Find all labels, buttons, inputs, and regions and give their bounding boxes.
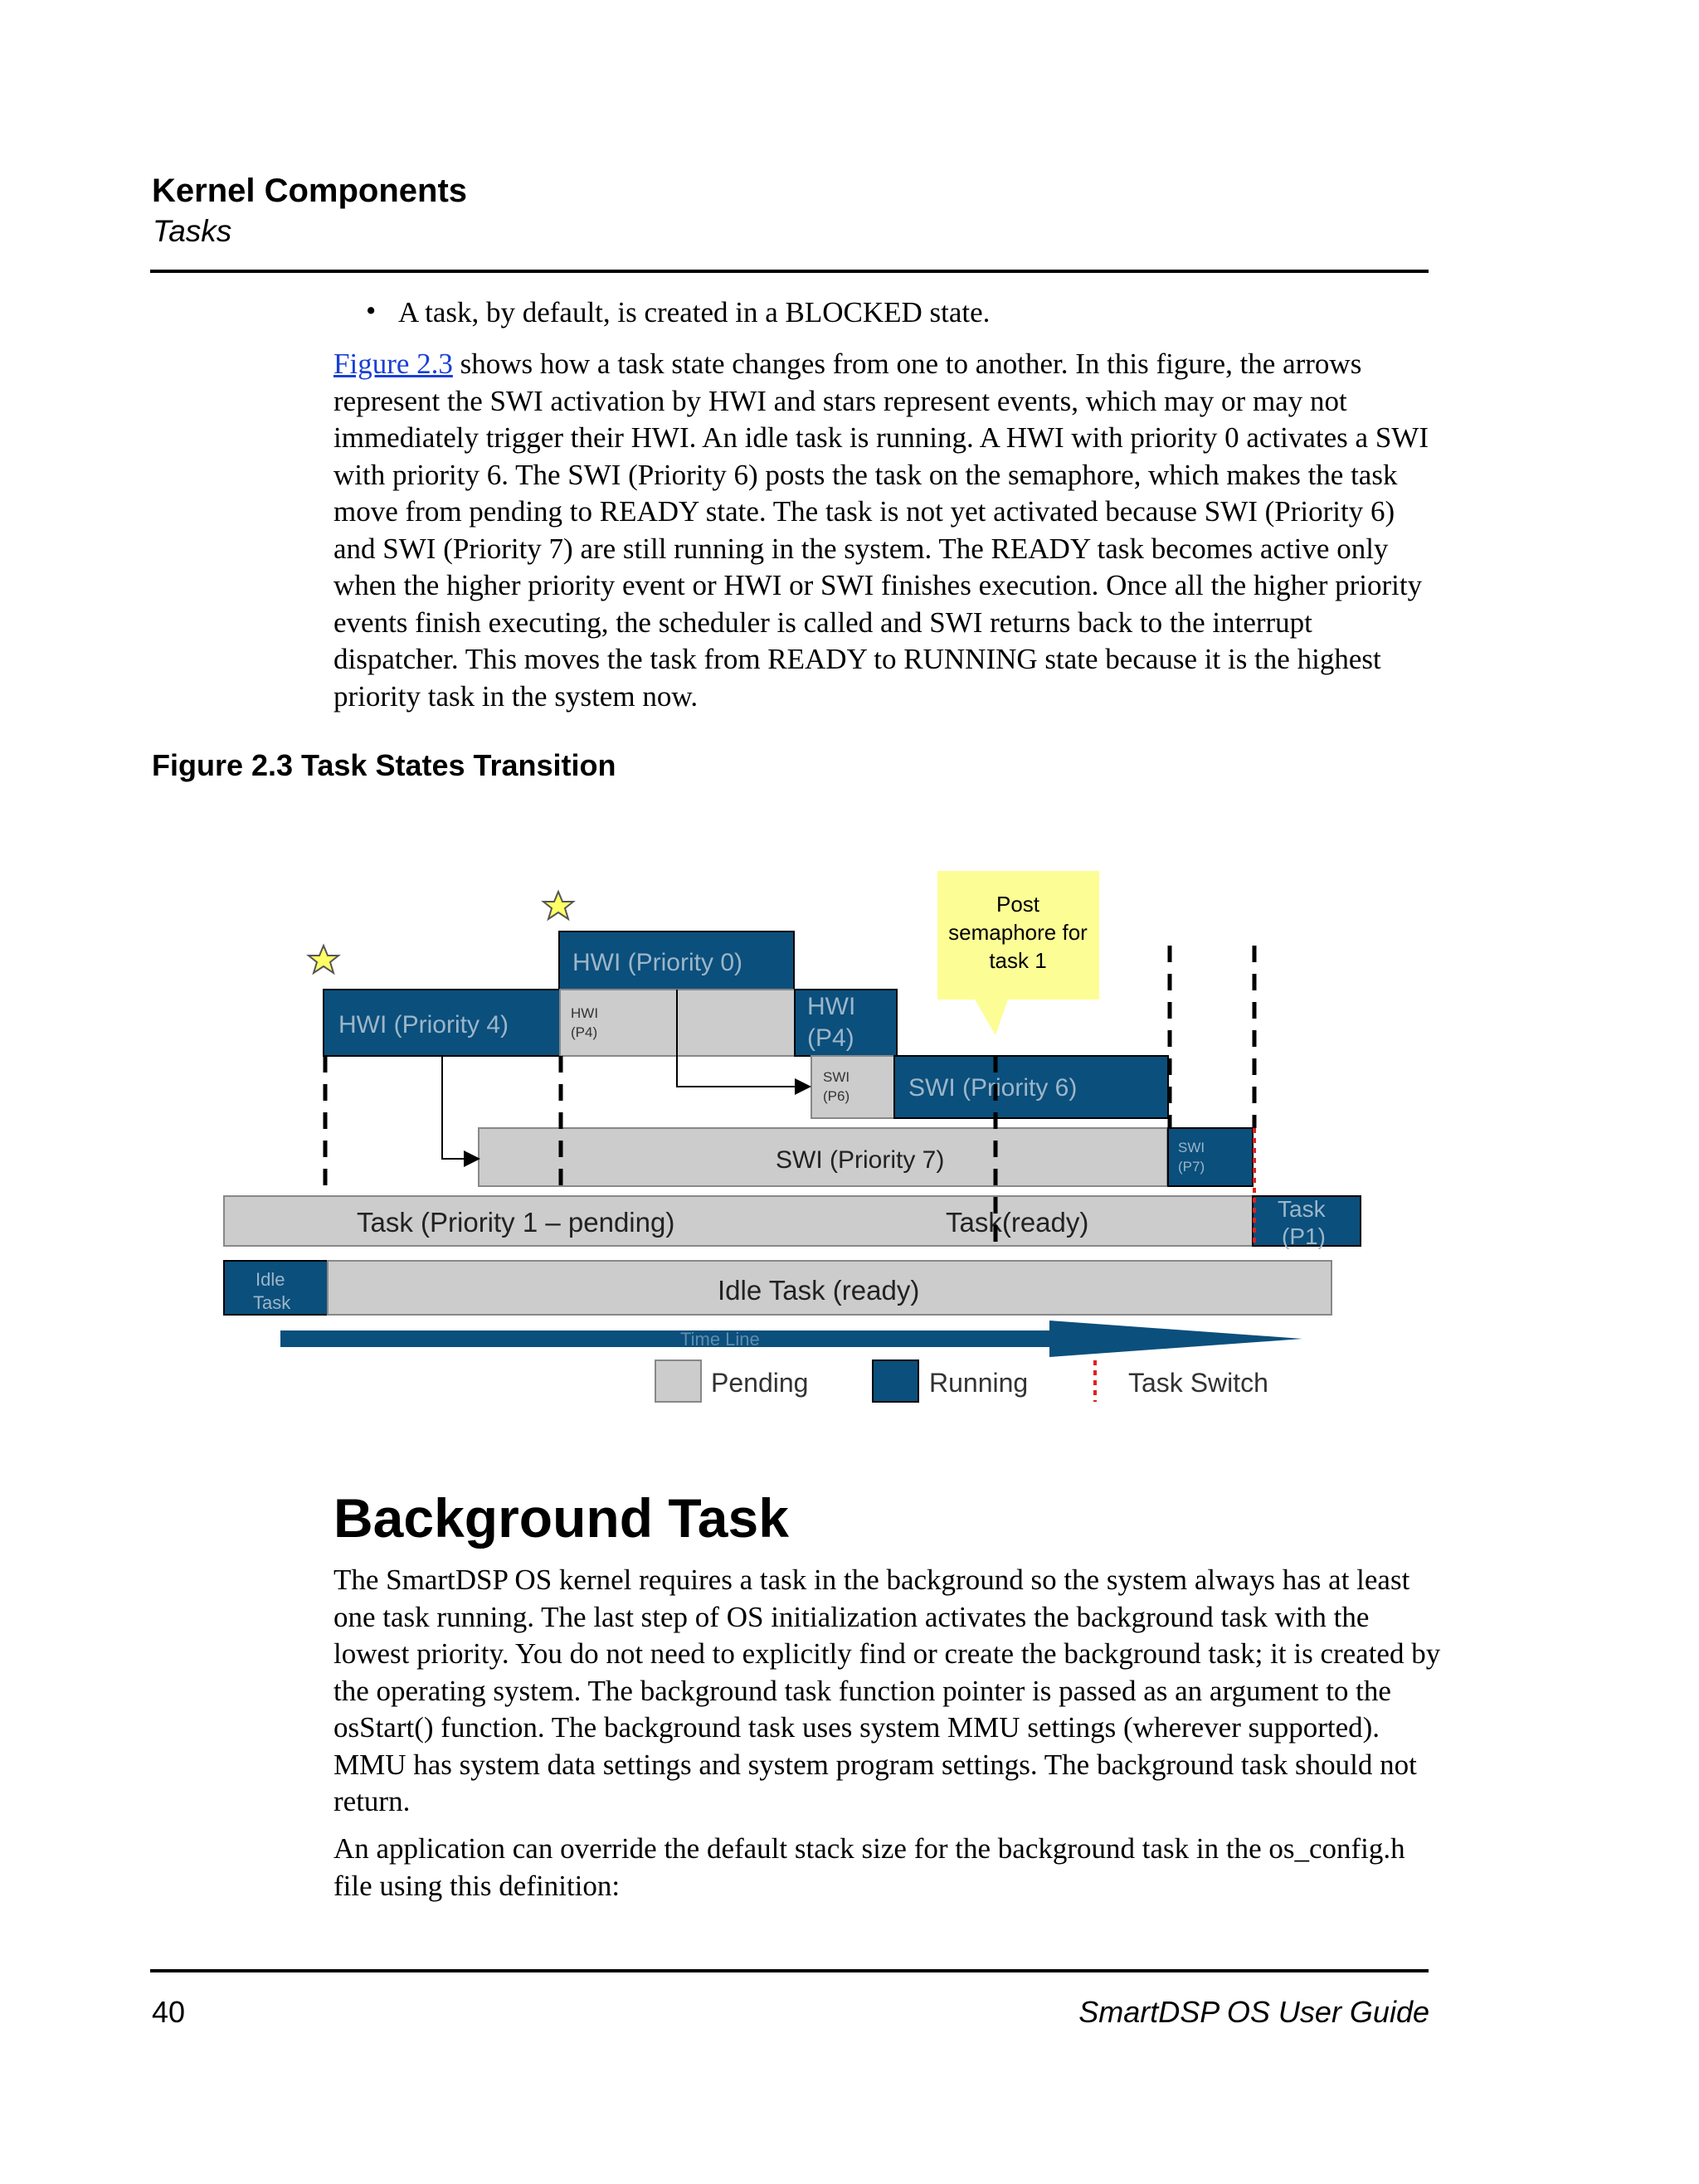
header-title: Kernel Components [152, 173, 468, 209]
swi-p6-pending-block [811, 1056, 894, 1118]
section-title: Background Task [333, 1487, 789, 1549]
task-ready-label: Task(ready) [946, 1207, 1089, 1238]
figure-caption: Figure 2.3 Task States Transition [152, 748, 616, 782]
hwi-p4-label: HWI (Priority 4) [338, 1011, 509, 1038]
swi-p6-pending-label-1: SWI [823, 1069, 850, 1085]
paragraph-figure-description [333, 346, 1441, 715]
header-rule [150, 270, 1429, 273]
footer-rule [150, 1969, 1429, 1972]
idle-ready-label: Idle Task (ready) [718, 1275, 920, 1306]
paragraph-figure-description-text: shows how a task state changes from one to another. In this figure, the arrows represent the SWI activation by HWI and stars represent events, which may or may not immediately trigger their HWI. An idle task is running. A HWI with priority 0 activates a SWI with priority 6. The SWI (Priority 6) posts the task on the semaphore, which makes the task move from pending to READY state. The task is not yet activated because SWI (Priority 6) and SWI (Priority 7) are still running in the system. The READY task becomes active only when the higher priority event or HWI or SWI finishes execution. Once all the higher priority events finish executing, the scheduler is called and SWI returns back to the interrupt dispatcher. This moves the task from READY to RUNNING state because it is the highest priority task in the system now. [333, 348, 1429, 713]
bullet-marker: • [366, 294, 377, 327]
task-p1-label-1: Task [1278, 1196, 1326, 1222]
legend-running-label: Running [929, 1368, 1029, 1398]
legend-task-switch-label: Task Switch [1128, 1368, 1268, 1398]
callout-line-2: semaphore for [948, 920, 1088, 945]
swi-p6-pending-label-2: (P6) [823, 1088, 850, 1104]
callout-line-1: Post [996, 892, 1040, 917]
guide-title: SmartDSP OS User Guide [1078, 1995, 1429, 2029]
hwi-p0-label: HWI (Priority 0) [572, 949, 742, 976]
post-semaphore-callout [937, 871, 1099, 1035]
task-states-diagram [207, 821, 1369, 1418]
timeline-arrow [280, 1321, 1302, 1357]
hwi-p4-resume-label-2: (P4) [807, 1024, 854, 1052]
legend-pending-label: Pending [711, 1368, 809, 1398]
legend-running-swatch [873, 1360, 918, 1402]
timeline-label: Time Line [680, 1329, 760, 1350]
task-pending-label: Task (Priority 1 – pending) [357, 1207, 675, 1238]
swi-p7-label: SWI (Priority 7) [776, 1146, 945, 1174]
callout-line-3: task 1 [989, 948, 1047, 973]
header-subtitle: Tasks [153, 214, 232, 248]
hwi-p4-resume-label-1: HWI [807, 993, 856, 1020]
paragraph-stack-size: An application can override the default stack size for the background task in the os_config.h file using this definition: [333, 1832, 1405, 1902]
swi-p7-running-block [1168, 1128, 1253, 1186]
figure-link[interactable]: Figure 2.3 [333, 348, 453, 380]
bullet-text: A task, by default, is created in a BLOCKED state. [398, 296, 991, 328]
swi-p7-running-label-1: SWI [1178, 1140, 1205, 1155]
legend-pending-swatch [655, 1360, 701, 1402]
task-p1-label-2: (P1) [1282, 1223, 1326, 1249]
event-star-icon [309, 946, 338, 973]
idle-task-label-1: Idle [256, 1269, 285, 1290]
hwi-p4-pending-label-2: (P4) [571, 1024, 598, 1040]
page-number: 40 [152, 1995, 186, 2029]
swi-p6-label: SWI (Priority 6) [908, 1074, 1078, 1102]
idle-task-label-2: Task [253, 1292, 291, 1313]
activation-arrow [442, 1056, 479, 1159]
swi-p7-running-label-2: (P7) [1178, 1159, 1205, 1175]
event-star-icon [543, 892, 573, 919]
hwi-p4-pending-label-1: HWI [571, 1005, 599, 1021]
paragraph-background-task: The SmartDSP OS kernel requires a task in the background so the system always has at least one task running. The last step of OS initialization activates the background task with the lowest priority. You do not need to explicitly find or create the background task; it is created by the operating system. The background task function pointer is passed as an argument to the osStart() function. The background task uses system MMU settings (wherever supported). MMU has system data settings and system program settings. The background task should not return. [333, 1564, 1441, 1817]
